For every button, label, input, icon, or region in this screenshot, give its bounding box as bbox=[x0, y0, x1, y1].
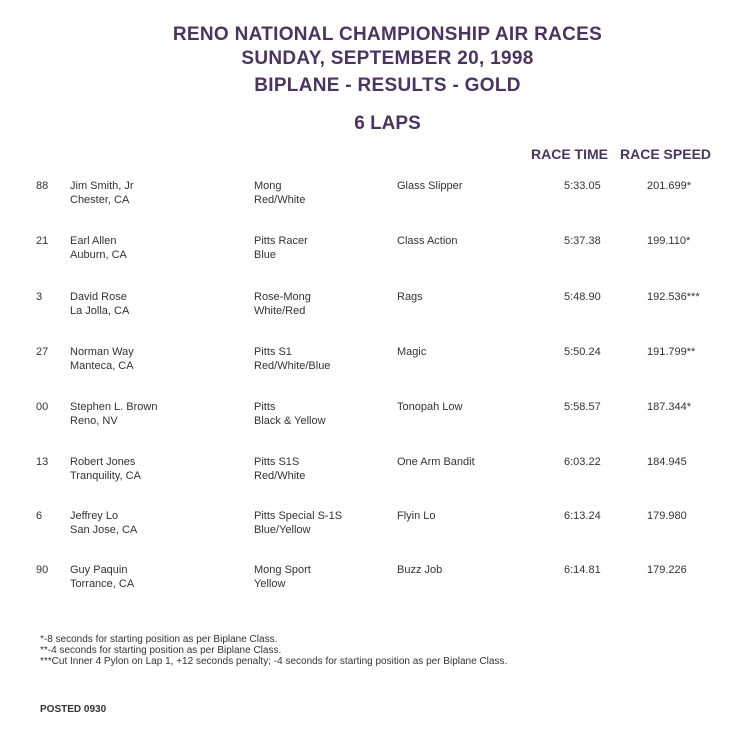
race-time: 5:37.38 bbox=[564, 235, 601, 247]
pilot-name: Guy Paquin bbox=[70, 564, 128, 576]
race-speed: 187.344* bbox=[647, 401, 692, 413]
footnote: ***Cut Inner 4 Pylon on Lap 1, +12 seconds penalty; -4 seconds for starting position as per Biplane Class. bbox=[40, 656, 508, 667]
table-row bbox=[0, 401, 750, 441]
footnotes bbox=[40, 634, 507, 667]
aircraft-model: Pitts S1 bbox=[254, 346, 292, 358]
car-number: 6 bbox=[36, 510, 43, 522]
car-number: 21 bbox=[36, 235, 49, 247]
race-time: 5:48.90 bbox=[564, 291, 601, 303]
table-row bbox=[0, 456, 750, 496]
race-speed: 184.945 bbox=[647, 456, 687, 468]
race-speed: 201.699* bbox=[647, 180, 692, 192]
aircraft-name: Magic bbox=[397, 346, 427, 358]
race-time: 5:50.24 bbox=[564, 346, 601, 358]
pilot-name: Stephen L. Brown bbox=[70, 401, 158, 413]
aircraft-colors: Red/White bbox=[254, 470, 306, 482]
pilot-name: David Rose bbox=[70, 291, 127, 303]
aircraft-model: Mong bbox=[254, 180, 282, 192]
table-row bbox=[0, 180, 750, 220]
car-number: 00 bbox=[36, 401, 49, 413]
aircraft-name: Flyin Lo bbox=[397, 510, 436, 522]
aircraft-colors: White/Red bbox=[254, 305, 306, 317]
race-time-header: RACE TIME bbox=[531, 146, 608, 162]
posted-time: POSTED 0930 bbox=[40, 704, 107, 715]
race-speed: 192.536*** bbox=[647, 291, 700, 303]
race-speed: 191.799** bbox=[647, 346, 696, 358]
aircraft-name: Tonopah Low bbox=[397, 401, 463, 413]
title-line-2: SUNDAY, SEPTEMBER 20, 1998 bbox=[241, 48, 534, 69]
footnote: **-4 seconds for starting position as per Biplane Class. bbox=[40, 645, 282, 656]
pilot-hometown: Tranquility, CA bbox=[70, 470, 141, 482]
race-speed: 179.226 bbox=[647, 564, 687, 576]
aircraft-model: Pitts Special S-1S bbox=[254, 510, 343, 522]
aircraft-name: Rags bbox=[397, 291, 423, 303]
footnote: *-8 seconds for starting position as per Biplane Class. bbox=[40, 634, 278, 645]
aircraft-model: Pitts S1S bbox=[254, 456, 300, 468]
race-speed: 179.980 bbox=[647, 510, 687, 522]
aircraft-name: Buzz Job bbox=[397, 564, 443, 576]
aircraft-colors: Red/White bbox=[254, 194, 306, 206]
aircraft-name: Class Action bbox=[397, 235, 458, 247]
pilot-name: Jeffrey Lo bbox=[70, 510, 119, 522]
pilot-hometown: La Jolla, CA bbox=[70, 305, 130, 317]
pilot-hometown: Auburn, CA bbox=[70, 249, 127, 261]
table-row bbox=[0, 346, 750, 386]
race-time: 6:13.24 bbox=[564, 510, 601, 522]
title-line-3: BIPLANE - RESULTS - GOLD bbox=[254, 75, 521, 96]
race-speed-header: RACE SPEED bbox=[620, 146, 712, 162]
race-time: 6:03.22 bbox=[564, 456, 601, 468]
aircraft-colors: Black & Yellow bbox=[254, 415, 326, 427]
pilot-name: Earl Allen bbox=[70, 235, 117, 247]
car-number: 90 bbox=[36, 564, 49, 576]
pilot-name: Norman Way bbox=[70, 346, 134, 358]
pilot-hometown: San Jose, CA bbox=[70, 524, 138, 536]
aircraft-model: Mong Sport bbox=[254, 564, 311, 576]
title-line-1: RENO NATIONAL CHAMPIONSHIP AIR RACES bbox=[172, 24, 603, 45]
pilot-hometown: Reno, NV bbox=[70, 415, 118, 427]
car-number: 13 bbox=[36, 456, 49, 468]
aircraft-colors: Blue/Yellow bbox=[254, 524, 311, 536]
aircraft-model: Pitts bbox=[254, 401, 276, 413]
race-time: 5:33.05 bbox=[564, 180, 601, 192]
aircraft-model: Pitts Racer bbox=[254, 235, 308, 247]
race-speed: 199.110* bbox=[647, 235, 691, 247]
table-row bbox=[0, 235, 750, 275]
aircraft-colors: Red/White/Blue bbox=[254, 360, 331, 372]
car-number: 88 bbox=[36, 180, 49, 192]
car-number: 27 bbox=[36, 346, 49, 358]
aircraft-colors: Blue bbox=[254, 249, 277, 261]
race-time: 5:58.57 bbox=[564, 401, 601, 413]
aircraft-model: Rose-Mong bbox=[254, 291, 311, 303]
pilot-hometown: Manteca, CA bbox=[70, 360, 134, 372]
laps-heading: 6 LAPS bbox=[354, 113, 421, 134]
aircraft-colors: Yellow bbox=[254, 578, 286, 590]
table-row bbox=[0, 564, 750, 604]
pilot-name: Robert Jones bbox=[70, 456, 136, 468]
aircraft-name: One Arm Bandit bbox=[397, 456, 475, 468]
table-row bbox=[0, 510, 750, 550]
table-row bbox=[0, 291, 750, 331]
pilot-hometown: Torrance, CA bbox=[70, 578, 135, 590]
aircraft-name: Glass Slipper bbox=[397, 180, 463, 192]
pilot-name: Jim Smith, Jr bbox=[70, 180, 134, 192]
pilot-hometown: Chester, CA bbox=[70, 194, 130, 206]
race-time: 6:14.81 bbox=[564, 564, 601, 576]
car-number: 3 bbox=[36, 291, 43, 303]
